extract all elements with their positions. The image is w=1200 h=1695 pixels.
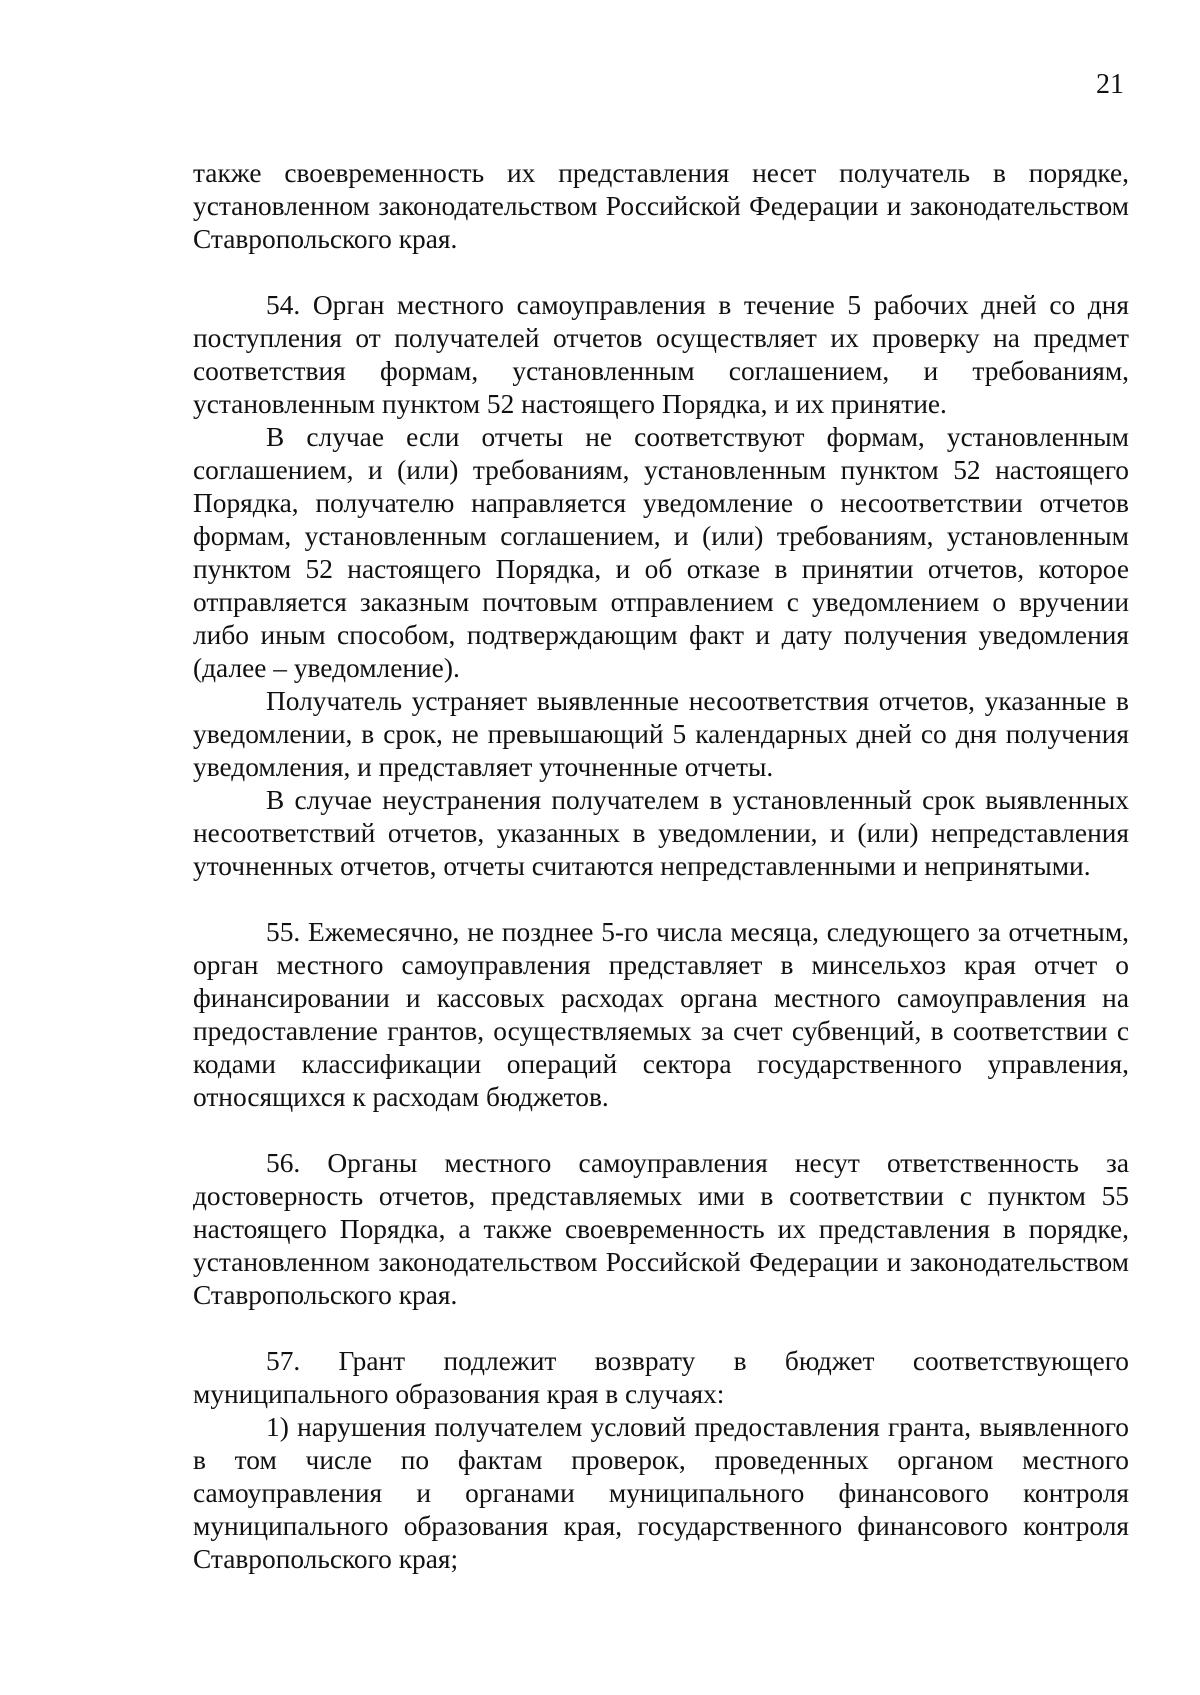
paragraph-item-56: 56. Органы местного самоуправления несут ответственность за достоверность отчетов, представляемых ими в соответствии с пунктом 55 настоящего Порядка, а также своевременность их представления в порядке, установленном законодательством Российской Федерации и законодательством Ставропольского края. — [193, 1148, 1129, 1310]
paragraph-item-54-noncompliance: В случае если отчеты не соответствуют формам, установленным соглашением, и (или) требованиям, установленным пунктом 52 настоящего Порядка, получателю направляется уведомление о несоответствии отчетов формам, установленным соглашением, и (или) требованиям, установленным пунктом 52 настоящего Порядка, и об отказе в принятии отчетов, которое отправляется заказным почтовым отправлением с уведомлением о вручении либо иным способом, подтверждающим факт и дату получения уведомления (далее – уведомление). — [193, 422, 1129, 683]
paragraph-item-54-correction: Получатель устраняет выявленные несоответствия отчетов, указанные в уведомлении, в срок, не превышающий 5 календарных дней со дня получения уведомления, и представляет уточненные отчеты. — [193, 686, 1129, 782]
paragraph-item-54-rejection: В случае неустранения получателем в установленный срок выявленных несоответствий отчетов, указанных в уведомлении, и (или) непредставления уточненных отчетов, отчеты считаются непредставленными и непринятыми. — [193, 785, 1129, 881]
document-body — [193, 157, 1129, 1576]
paragraph-continuation: также своевременность их представления несет получатель в порядке, установленном законодательством Российской Федерации и законодательством Ставропольского края. — [193, 158, 1129, 254]
paragraph-item-55: 55. Ежемесячно, не позднее 5-го числа месяца, следующего за отчетным, орган местного самоуправления представляет в минсельхоз края отчет о финансировании и кассовых расходах органа местного самоуправления на предоставление грантов, осуществляемых за счет субвенций, в соответствии с кодами классификации операций сектора государственного управления, относящихся к расходам бюджетов. — [193, 917, 1129, 1112]
paragraph-item-57-1: 1) нарушения получателем условий предоставления гранта, выявленного в том числе по фактам проверок, проведенных органом местного самоуправления и органами муниципального финансового контроля муниципального образования края, государственного финансового контроля Ставропольского края; — [193, 1412, 1129, 1574]
paragraph-item-54: 54. Орган местного самоуправления в течение 5 рабочих дней со дня поступления от получателей отчетов осуществляет их проверку на предмет соответствия формам, установленным соглашением, и требованиям, установленным пунктом 52 настоящего Порядка, и их принятие. — [193, 290, 1129, 419]
paragraph-item-57: 57. Грант подлежит возврату в бюджет соответствующего муниципального образования края в случаях: — [193, 1346, 1129, 1409]
page-number: 21 — [1096, 69, 1124, 100]
